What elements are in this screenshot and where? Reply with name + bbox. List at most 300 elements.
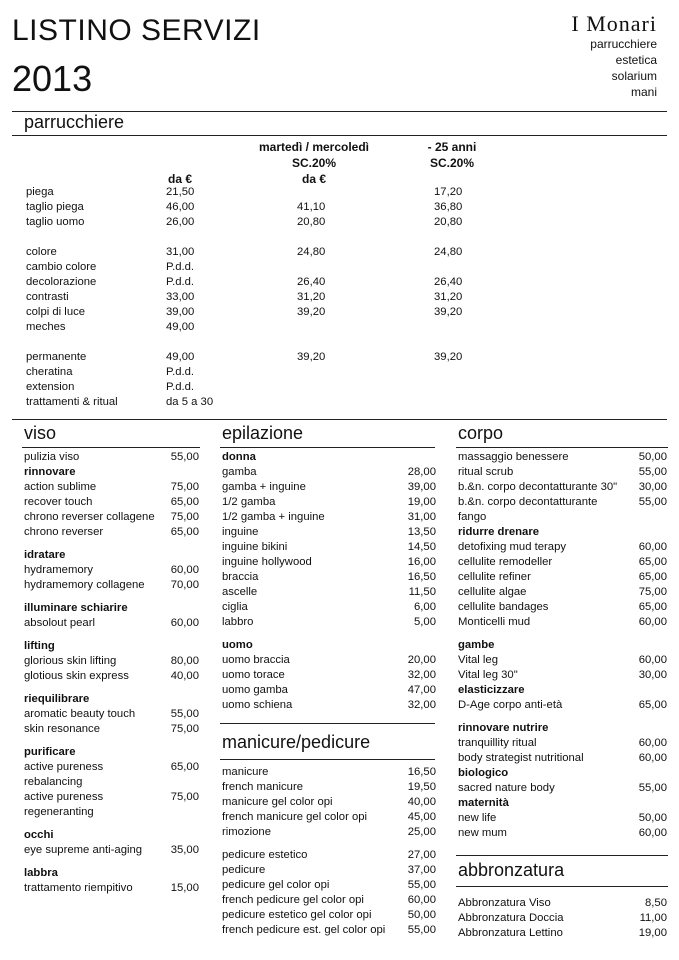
item-name: ascelle (222, 586, 258, 598)
item-name: trattamento riempitivo (24, 882, 133, 894)
service-name: trattamenti & ritual (26, 396, 118, 408)
item-price: 60,00 (638, 616, 667, 628)
item-name: rebalancing (24, 776, 83, 788)
list-item (458, 570, 667, 585)
abbronzatura-list (458, 896, 667, 941)
item-price: 60,00 (407, 894, 436, 906)
list-item (222, 585, 436, 600)
item-name: uomo torace (222, 669, 285, 681)
service-row (26, 215, 486, 230)
list-item (458, 540, 667, 555)
spacer (222, 840, 436, 848)
subheading: idratare (24, 549, 66, 561)
spacer (24, 737, 199, 745)
list-item (458, 811, 667, 826)
list-item (24, 510, 199, 525)
item-name: cellulite remodeller (458, 556, 553, 568)
subheading: lifting (24, 640, 55, 652)
service-price-under25: 20,80 (434, 216, 463, 228)
item-name: absolout pearl (24, 617, 95, 629)
subheading: riequilibrare (24, 693, 90, 705)
divider (220, 759, 435, 760)
item-price: 40,00 (407, 796, 436, 808)
item-price: 47,00 (407, 684, 436, 696)
service-price-under25: 36,80 (434, 201, 463, 213)
item-name: chrono reverser collagene (24, 511, 155, 523)
section-title-viso: viso (24, 423, 57, 443)
divider (12, 419, 667, 420)
section-title-manicure: manicure/pedicure (222, 732, 371, 752)
item-name: french manicure (222, 781, 303, 793)
subheading: maternità (458, 797, 509, 809)
list-item (222, 795, 436, 810)
service-price-base: P.d.d. (166, 261, 195, 273)
service-price-base: P.d.d. (166, 366, 195, 378)
item-name: body strategist nutritional (458, 752, 584, 764)
service-name: colore (26, 246, 57, 258)
list-item (458, 911, 667, 926)
divider (22, 447, 200, 448)
item-price: 35,00 (170, 844, 199, 856)
list-item (458, 615, 667, 630)
service-price-base: 33,00 (166, 291, 195, 303)
item-name: b.&n. corpo decontatturante (458, 496, 598, 508)
item-price: 55,00 (407, 879, 436, 891)
list-item (24, 881, 199, 896)
item-price: 65,00 (638, 571, 667, 583)
list-item (222, 893, 436, 908)
item-price: 55,00 (638, 496, 667, 508)
item-price: 15,00 (170, 882, 199, 894)
service-name: cheratina (26, 366, 73, 378)
service-price-midweek: 41,10 (297, 201, 326, 213)
item-price: 65,00 (638, 601, 667, 613)
list-item (222, 810, 436, 825)
item-name: D-Age corpo anti-età (458, 699, 563, 711)
item-name: gamba (222, 466, 257, 478)
item-name: skin resonance (24, 723, 100, 735)
list-item (222, 848, 436, 863)
list-item (24, 843, 199, 858)
subheading: purificare (24, 746, 76, 758)
item-price: 75,00 (170, 723, 199, 735)
list-item (24, 707, 199, 722)
list-item (222, 878, 436, 893)
item-price: 20,00 (407, 654, 436, 666)
item-price: 55,00 (170, 451, 199, 463)
item-name: tranquillity ritual (458, 737, 537, 749)
subheading: occhi (24, 829, 54, 841)
section-title-parrucchiere: parrucchiere (24, 112, 125, 132)
item-name: cellulite bandages (458, 601, 549, 613)
item-name: cellulite algae (458, 586, 527, 598)
item-name: Vital leg (458, 654, 498, 666)
item-price: 32,00 (407, 699, 436, 711)
item-name: 1/2 gamba + inguine (222, 511, 325, 523)
item-name: recover touch (24, 496, 93, 508)
item-price: 60,00 (170, 564, 199, 576)
item-name: Abbronzatura Lettino (458, 927, 563, 939)
brand-name: I Monari (571, 11, 657, 36)
list-item (222, 495, 436, 510)
item-name: manicure (222, 766, 269, 778)
item-price: 14,50 (407, 541, 436, 553)
service-price-base: 39,00 (166, 306, 195, 318)
service-row (26, 245, 486, 260)
service-price-midweek: 31,20 (297, 291, 326, 303)
list-item (222, 555, 436, 570)
brand-line: mani (630, 85, 657, 99)
item-name: glotious skin express (24, 670, 129, 682)
service-price-under25: 24,80 (434, 246, 463, 258)
list-item (24, 722, 199, 737)
col-header-base: da € (168, 172, 193, 186)
item-name: ritual scrub (458, 466, 514, 478)
item-name: uomo braccia (222, 654, 290, 666)
service-name: decolorazione (26, 276, 97, 288)
list-item (222, 668, 436, 683)
spacer (24, 540, 199, 548)
list-item (458, 668, 667, 683)
item-name: pedicure (222, 864, 266, 876)
item-name: massaggio benessere (458, 451, 569, 463)
list-item (458, 653, 667, 668)
service-row (26, 200, 486, 215)
item-name: detofixing mud terapy (458, 541, 567, 553)
item-price: 6,00 (414, 601, 436, 613)
service-price-midweek: 39,20 (297, 306, 326, 318)
list-item (458, 465, 667, 480)
item-price: 40,00 (170, 670, 199, 682)
divider (456, 855, 668, 856)
service-price-base: P.d.d. (166, 276, 195, 288)
item-price: 8,50 (645, 897, 667, 909)
service-price-base: 49,00 (166, 351, 195, 363)
divider (456, 447, 668, 448)
list-item (458, 896, 667, 911)
epilazione-list (222, 450, 436, 713)
item-name: french manicure gel color opi (222, 811, 368, 823)
list-item (222, 510, 436, 525)
item-name: aromatic beauty touch (24, 708, 136, 720)
item-price: 25,00 (407, 826, 436, 838)
item-price: 31,00 (407, 511, 436, 523)
spacer (458, 713, 667, 721)
service-price-base: 46,00 (166, 201, 195, 213)
item-price: 60,00 (638, 654, 667, 666)
list-item (222, 480, 436, 495)
list-item (222, 600, 436, 615)
list-item (24, 790, 199, 805)
list-item (458, 585, 667, 600)
brand-line: estetica (615, 53, 657, 67)
item-price: 65,00 (170, 761, 199, 773)
list-item (222, 570, 436, 585)
item-name: action sublime (24, 481, 97, 493)
item-price: 28,00 (407, 466, 436, 478)
subheading: rinnovare (24, 466, 76, 478)
spacer (24, 631, 199, 639)
list-item (222, 780, 436, 795)
subheading: labbra (24, 867, 58, 879)
divider (220, 723, 435, 724)
spacer (24, 684, 199, 692)
item-price: 30,00 (638, 669, 667, 681)
list-item (24, 563, 199, 578)
item-name: uomo gamba (222, 684, 288, 696)
subheading: ridurre drenare (458, 526, 539, 538)
item-name: sacred nature body (458, 782, 555, 794)
list-item (458, 751, 667, 766)
item-price: 55,00 (407, 924, 436, 936)
service-row (26, 275, 486, 290)
list-item (24, 805, 199, 820)
item-name: rimozione (222, 826, 271, 838)
item-name: new mum (458, 827, 507, 839)
list-item (222, 615, 436, 630)
item-price: 60,00 (638, 827, 667, 839)
item-price: 75,00 (638, 586, 667, 598)
list-item (458, 480, 667, 495)
list-item (222, 653, 436, 668)
item-name: hydramemory (24, 564, 94, 576)
manicure-list (222, 765, 436, 938)
list-item (24, 616, 199, 631)
list-item (24, 495, 199, 510)
brand-block (571, 12, 657, 100)
list-item (458, 781, 667, 796)
item-price: 60,00 (638, 737, 667, 749)
divider (220, 447, 435, 448)
service-price-midweek: 24,80 (297, 246, 326, 258)
col-header-under25: - 25 anni SC.20% (427, 140, 477, 170)
item-name: fango (458, 511, 487, 523)
item-name: active pureness (24, 761, 104, 773)
page-year: 2013 (12, 58, 93, 99)
item-price: 39,00 (407, 481, 436, 493)
item-price: 11,00 (639, 912, 667, 924)
service-name: taglio uomo (26, 216, 85, 228)
list-item (458, 698, 667, 713)
divider (456, 886, 668, 887)
section-title-corpo: corpo (458, 423, 504, 443)
list-item (222, 825, 436, 840)
item-name: french pedicure gel color opi (222, 894, 364, 906)
item-name: glorious skin lifting (24, 655, 117, 667)
service-row (26, 365, 486, 380)
list-item (222, 540, 436, 555)
list-item (458, 826, 667, 841)
subheading: elasticizzare (458, 684, 525, 696)
list-item (24, 578, 199, 593)
item-name: manicure gel color opi (222, 796, 333, 808)
service-price-midweek: 26,40 (297, 276, 326, 288)
service-name: cambio colore (26, 261, 97, 273)
list-item (24, 669, 199, 684)
service-price-under25: 17,20 (434, 186, 463, 198)
item-price: 65,00 (170, 496, 199, 508)
service-price-under25: 26,40 (434, 276, 463, 288)
item-name: ciglia (222, 601, 248, 613)
item-name: inguine hollywood (222, 556, 312, 568)
item-name: gamba + inguine (222, 481, 306, 493)
item-name: cellulite refiner (458, 571, 531, 583)
service-price-midweek: 20,80 (297, 216, 326, 228)
item-price: 55,00 (638, 782, 667, 794)
section-title-epilazione: epilazione (222, 423, 304, 443)
list-item (222, 683, 436, 698)
item-price: 50,00 (407, 909, 436, 921)
list-item (24, 525, 199, 540)
item-price: 75,00 (170, 791, 199, 803)
item-price: 65,00 (638, 556, 667, 568)
item-price: 37,00 (407, 864, 436, 876)
item-name: inguine bikini (222, 541, 288, 553)
item-name: braccia (222, 571, 259, 583)
item-price: 30,00 (638, 481, 667, 493)
item-price: 75,00 (170, 511, 199, 523)
service-price-base: 49,00 (166, 321, 195, 333)
service-name: meches (26, 321, 66, 333)
item-price: 16,50 (407, 571, 436, 583)
item-price: 11,50 (408, 586, 436, 598)
item-name: chrono reverser (24, 526, 104, 538)
spacer (222, 630, 436, 638)
viso-list (24, 450, 199, 896)
item-price: 32,00 (407, 669, 436, 681)
item-name: b.&n. corpo decontatturante 30" (458, 481, 618, 493)
list-item (458, 495, 667, 510)
subheading: donna (222, 451, 256, 463)
list-item (458, 926, 667, 941)
service-name: taglio piega (26, 201, 84, 213)
list-item (458, 555, 667, 570)
service-price-base: 26,00 (166, 216, 195, 228)
item-name: new life (458, 812, 497, 824)
service-row (26, 350, 486, 365)
item-price: 60,00 (638, 752, 667, 764)
item-price: 65,00 (638, 699, 667, 711)
item-price: 5,00 (414, 616, 436, 628)
brand-line: solarium (611, 69, 657, 83)
item-name: pedicure gel color opi (222, 879, 330, 891)
service-row (26, 260, 486, 275)
list-item (24, 480, 199, 495)
item-price: 75,00 (170, 481, 199, 493)
item-name: hydramemory collagene (24, 579, 145, 591)
service-price-base: P.d.d. (166, 381, 195, 393)
item-name: pedicure estetico gel color opi (222, 909, 372, 921)
list-item (222, 863, 436, 878)
service-price-base: 31,00 (166, 246, 195, 258)
list-item (24, 654, 199, 669)
service-price-under25: 39,20 (434, 306, 463, 318)
spacer (24, 858, 199, 866)
item-price: 60,00 (638, 541, 667, 553)
list-item (222, 465, 436, 480)
list-item (24, 760, 199, 775)
item-name: labbro (222, 616, 254, 628)
item-name: Abbronzatura Viso (458, 897, 551, 909)
item-name: Vital leg 30" (458, 669, 518, 681)
service-row (26, 380, 486, 395)
item-price: 16,00 (407, 556, 436, 568)
service-name: permanente (26, 351, 87, 363)
item-name: Monticelli mud (458, 616, 531, 628)
list-item (222, 525, 436, 540)
service-price-midweek: 39,20 (297, 351, 326, 363)
list-item (222, 923, 436, 938)
spacer (24, 820, 199, 828)
item-price: 27,00 (407, 849, 436, 861)
service-row (26, 185, 486, 200)
service-name: piega (26, 186, 54, 198)
list-item (222, 908, 436, 923)
list-item (458, 450, 667, 465)
subheading: uomo (222, 639, 253, 651)
service-price-base: 21,50 (166, 186, 195, 198)
item-name: inguine (222, 526, 259, 538)
item-name: uomo schiena (222, 699, 293, 711)
item-price: 16,50 (407, 766, 436, 778)
service-row (26, 305, 486, 320)
subheading: illuminare schiarire (24, 602, 128, 614)
service-row (26, 320, 486, 335)
service-name: colpi di luce (26, 306, 86, 318)
subheading: rinnovare nutrire (458, 722, 549, 734)
item-name: eye supreme anti-aging (24, 844, 143, 856)
list-item (458, 510, 667, 525)
spacer (458, 630, 667, 638)
service-name: contrasti (26, 291, 69, 303)
item-name: active pureness (24, 791, 104, 803)
item-price: 19,00 (407, 496, 436, 508)
item-price: 45,00 (407, 811, 436, 823)
item-price: 55,00 (638, 466, 667, 478)
list-item (458, 736, 667, 751)
corpo-list (458, 450, 667, 841)
list-item (458, 600, 667, 615)
col-header-midweek: martedì / mercoledì SC.20% da € (258, 140, 370, 186)
item-price: 50,00 (638, 451, 667, 463)
item-name: french pedicure est. gel color opi (222, 924, 386, 936)
item-name: Abbronzatura Doccia (458, 912, 564, 924)
service-name: extension (26, 381, 75, 393)
item-price: 60,00 (170, 617, 199, 629)
service-price-under25: 31,20 (434, 291, 463, 303)
brand-line: parrucchiere (590, 37, 657, 51)
item-price: 55,00 (170, 708, 199, 720)
item-price: 50,00 (638, 812, 667, 824)
list-item (24, 450, 199, 465)
section-title-abbronzatura: abbronzatura (458, 860, 565, 880)
list-item (222, 765, 436, 780)
spacer (24, 593, 199, 601)
divider (12, 135, 667, 136)
item-name: pedicure estetico (222, 849, 308, 861)
item-price: 65,00 (170, 526, 199, 538)
item-name: 1/2 gamba (222, 496, 276, 508)
item-price: 80,00 (170, 655, 199, 667)
item-price: 13,50 (407, 526, 436, 538)
list-item (24, 775, 199, 790)
item-price: 70,00 (170, 579, 199, 591)
item-name: regeneranting (24, 806, 94, 818)
page-title: LISTINO SERVIZI (12, 14, 261, 47)
service-price-base: da 5 a 30 (166, 396, 214, 408)
list-item (222, 698, 436, 713)
subheading: gambe (458, 639, 495, 651)
